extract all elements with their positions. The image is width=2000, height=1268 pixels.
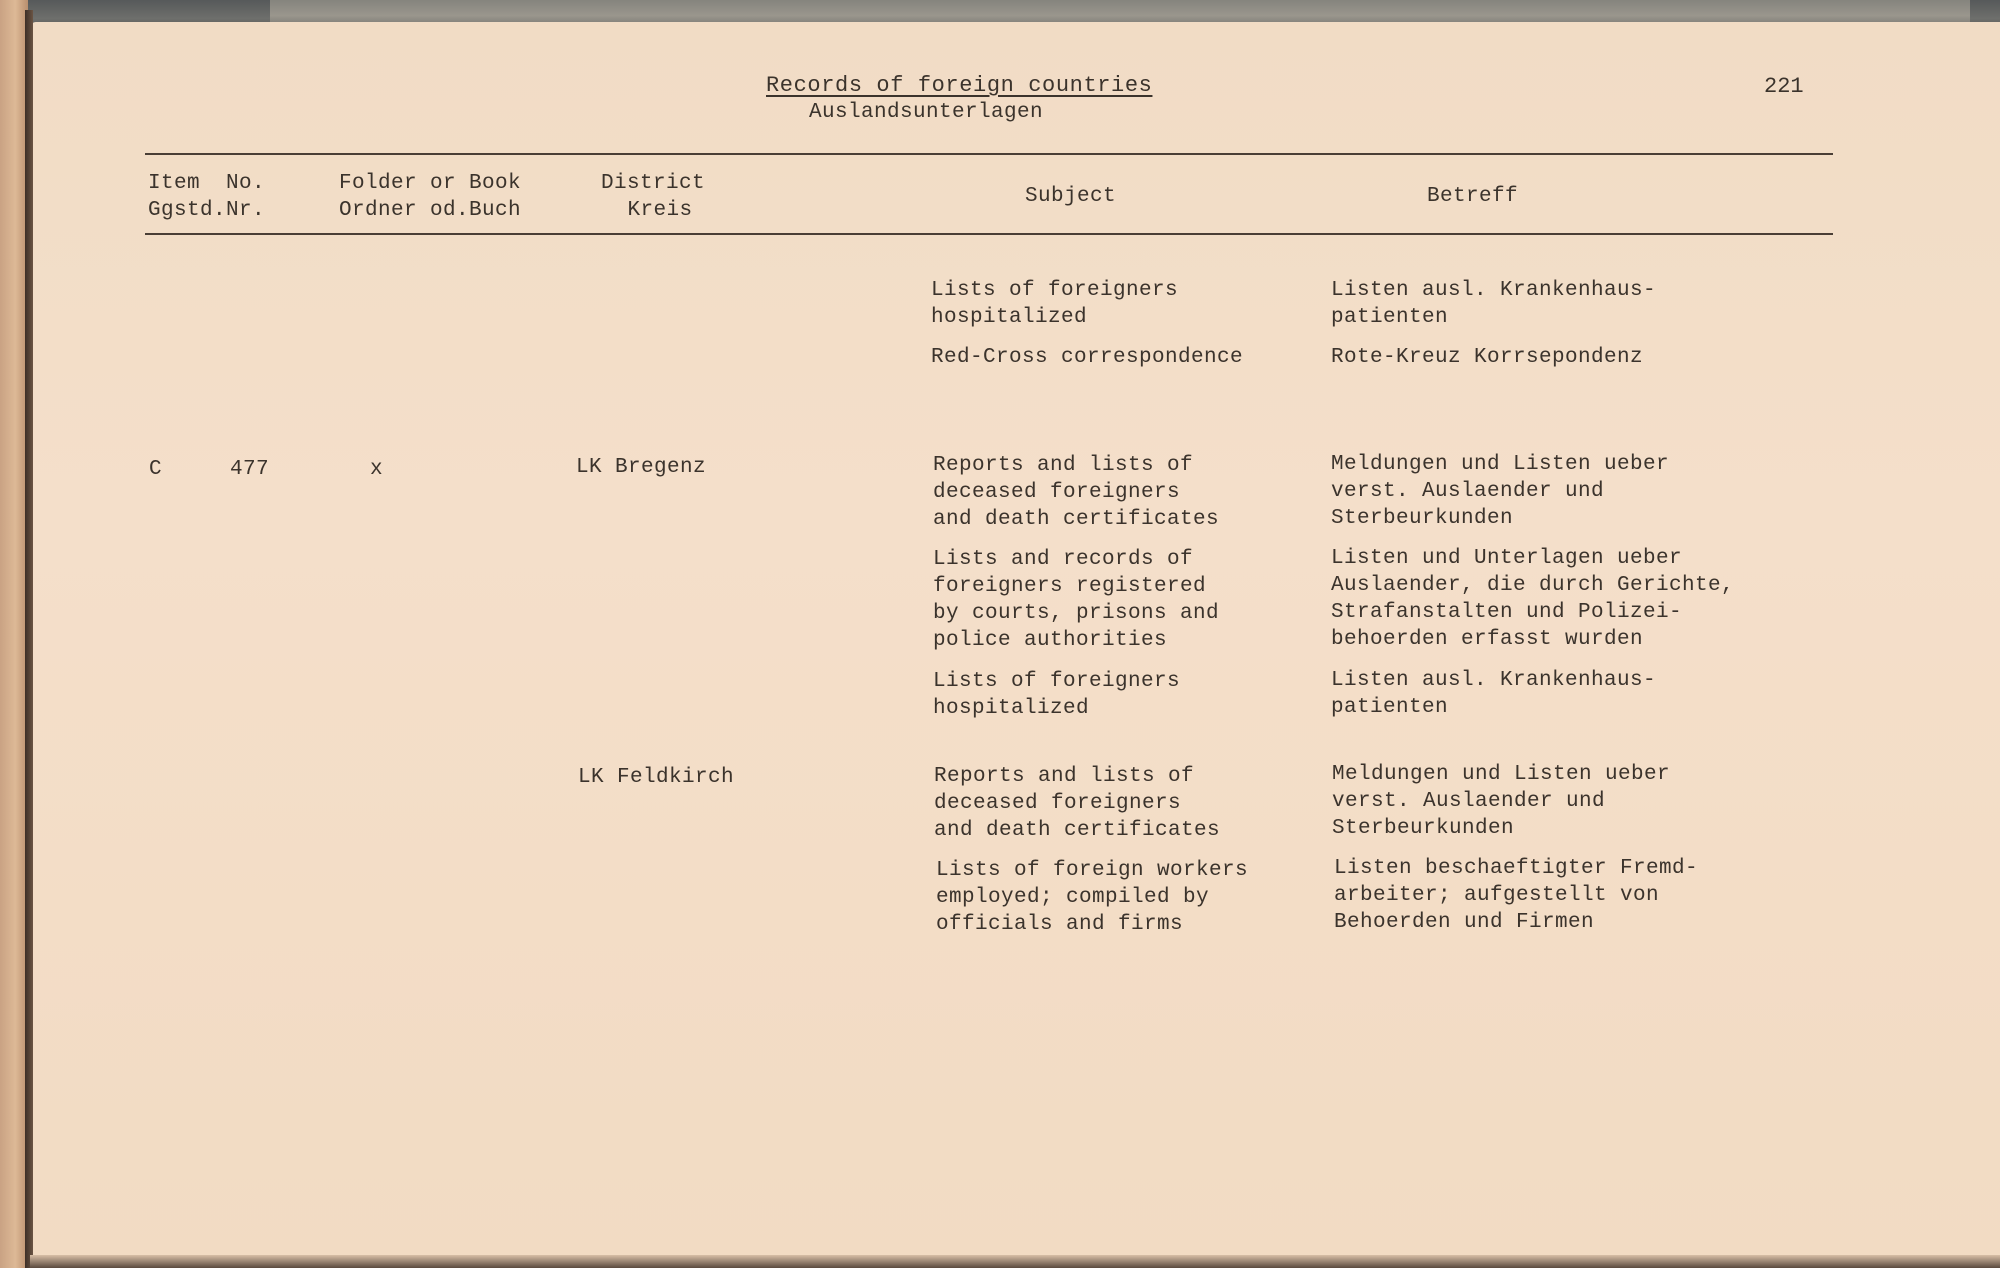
column-header-district (601, 170, 705, 224)
text-line: Listen ausl. Krankenhaus- (1331, 279, 1657, 302)
betreff-entry (1332, 761, 1670, 842)
item-prefix: C (149, 458, 163, 481)
text-line: employed; compiled by (936, 886, 1210, 909)
column-header-folder-en: Folder or Book (339, 172, 522, 195)
text-line: behoerden erfasst wurden (1331, 628, 1644, 651)
column-header-folder-de: Ordner od.Buch (339, 199, 522, 222)
page-subtitle: Auslandsunterlagen (809, 101, 1044, 124)
text-line: Rote-Kreuz Korrsepondenz (1331, 346, 1644, 369)
text-line: Listen und Unterlagen ueber (1331, 547, 1683, 570)
text-line: hospitalized (933, 697, 1090, 720)
column-header-district-en: District (601, 172, 706, 195)
page-number: 221 (1764, 74, 1804, 99)
column-header-item-no-de: Ggstd.Nr. (148, 199, 266, 222)
header-bottom-rule (145, 233, 1833, 235)
text-line: Reports and lists of (933, 454, 1194, 477)
subject-entry (933, 546, 1219, 654)
text-line: Meldungen und Listen ueber (1332, 763, 1671, 786)
text-line: Reports and lists of (934, 765, 1195, 788)
subject-entry (936, 857, 1248, 938)
binding-shadow (25, 10, 33, 1268)
text-line: foreigners registered (933, 575, 1207, 598)
column-header-betreff: Betreff (1427, 185, 1519, 208)
page-title: Records of foreign countries (766, 73, 1153, 98)
text-line: Lists of foreign workers (936, 859, 1249, 882)
text-line: verst. Auslaender und (1331, 480, 1605, 503)
subject-entry (933, 668, 1180, 722)
text-line: Lists and records of (933, 548, 1194, 571)
item-number: 477 (230, 458, 270, 481)
district-feldkirch: LK Feldkirch (578, 766, 735, 789)
text-line: and death certificates (933, 508, 1220, 531)
column-header-item-no-en: Item No. (148, 172, 266, 195)
text-line: arbeiter; aufgestellt von (1334, 884, 1660, 907)
text-line: by courts, prisons and (933, 602, 1220, 625)
text-line: deceased foreigners (934, 792, 1182, 815)
folder-mark: x (370, 458, 384, 481)
text-line: Auslaender, die durch Gerichte, (1331, 574, 1735, 597)
text-line: Sterbeurkunden (1331, 507, 1514, 530)
betreff-entry (1331, 344, 1643, 371)
header-top-rule (145, 153, 1833, 155)
text-line: Lists of foreigners (931, 279, 1179, 302)
text-line: officials and firms (936, 913, 1184, 936)
text-line: deceased foreigners (933, 481, 1181, 504)
text-line: Listen ausl. Krankenhaus- (1331, 669, 1657, 692)
text-line: Red-Cross correspondence (931, 346, 1244, 369)
subject-entry (934, 763, 1220, 844)
text-line: and death certificates (934, 819, 1221, 842)
left-page-edge (0, 0, 28, 1268)
betreff-entry (1331, 277, 1656, 331)
text-line: Listen beschaeftigter Fremd- (1334, 857, 1699, 880)
text-line: Behoerden und Firmen (1334, 911, 1595, 934)
subject-entry (931, 277, 1178, 331)
betreff-entry (1331, 451, 1669, 532)
column-header-folder (339, 170, 521, 224)
column-header-subject: Subject (1025, 185, 1117, 208)
text-line: Meldungen und Listen ueber (1331, 453, 1670, 476)
column-header-district-de: Kreis (627, 199, 693, 222)
betreff-entry (1331, 667, 1656, 721)
text-line: verst. Auslaender und (1332, 790, 1606, 813)
bottom-page-edge (30, 1255, 2000, 1268)
betreff-entry (1331, 545, 1734, 653)
text-line: police authorities (933, 629, 1168, 652)
text-line: patienten (1331, 306, 1449, 329)
column-header-item-no (148, 170, 265, 224)
subject-entry (931, 344, 1243, 371)
betreff-entry (1334, 855, 1698, 936)
text-line: Sterbeurkunden (1332, 817, 1515, 840)
district-bregenz: LK Bregenz (576, 456, 707, 479)
text-line: patienten (1331, 696, 1449, 719)
text-line: Lists of foreigners (933, 670, 1181, 693)
text-line: Strafanstalten und Polizei- (1331, 601, 1683, 624)
subject-entry (933, 452, 1219, 533)
text-line: hospitalized (931, 306, 1088, 329)
